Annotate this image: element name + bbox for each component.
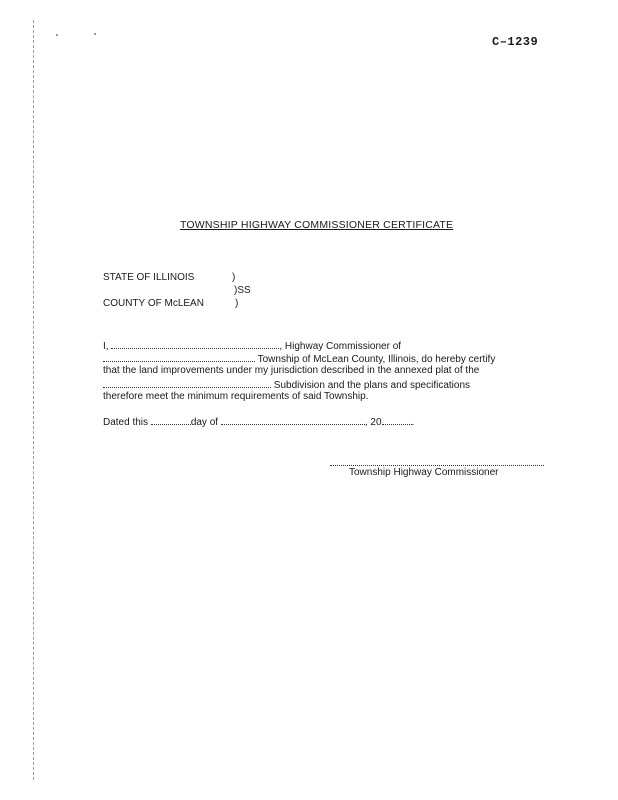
body-line-1-prefix: I, [103, 341, 109, 352]
dated-prefix: Dated this [103, 417, 149, 428]
dated-end: . [411, 417, 415, 428]
body-line-3: that the land improvements under my jurisdiction described in the annexed plat of the [103, 365, 480, 376]
body-line-2-suffix: Township of McLean County, Illinois, do hereby certify [257, 354, 496, 365]
certificate-title: TOWNSHIP HIGHWAY COMMISSIONER CERTIFICATE [180, 219, 454, 231]
day-blank [151, 415, 191, 425]
month-blank [221, 415, 365, 425]
venue-state: STATE OF ILLINOIS [103, 272, 195, 283]
scan-edge-line [33, 20, 34, 780]
body-line-4 [103, 378, 470, 391]
signature-label: Township Highway Commissioner [349, 467, 499, 478]
body-line-4-suffix: Subdivision and the plans and specifications [273, 380, 471, 391]
signature-line [330, 465, 544, 466]
venue-ss: )SS [234, 285, 251, 296]
year-blank [382, 415, 412, 425]
body-line-2 [103, 352, 495, 365]
venue-state-paren: ) [232, 272, 236, 283]
venue-county-paren: ) [235, 298, 239, 309]
body-line-5: therefore meet the minimum requirements of said Township. [103, 391, 369, 402]
scan-speck [94, 33, 96, 35]
subdivision-blank [103, 378, 271, 388]
venue-county: COUNTY OF McLEAN [103, 298, 204, 309]
scan-speck [56, 34, 58, 36]
dated-line [103, 415, 414, 428]
dated-day-of: day of [190, 417, 219, 428]
township-blank [103, 352, 255, 362]
dated-year-prefix: , 20 [364, 417, 382, 428]
document-number: C–1239 [492, 35, 539, 49]
body-line-1-suffix: , Highway Commissioner of [279, 341, 402, 352]
name-blank [111, 339, 279, 349]
body-line-1 [103, 339, 401, 352]
